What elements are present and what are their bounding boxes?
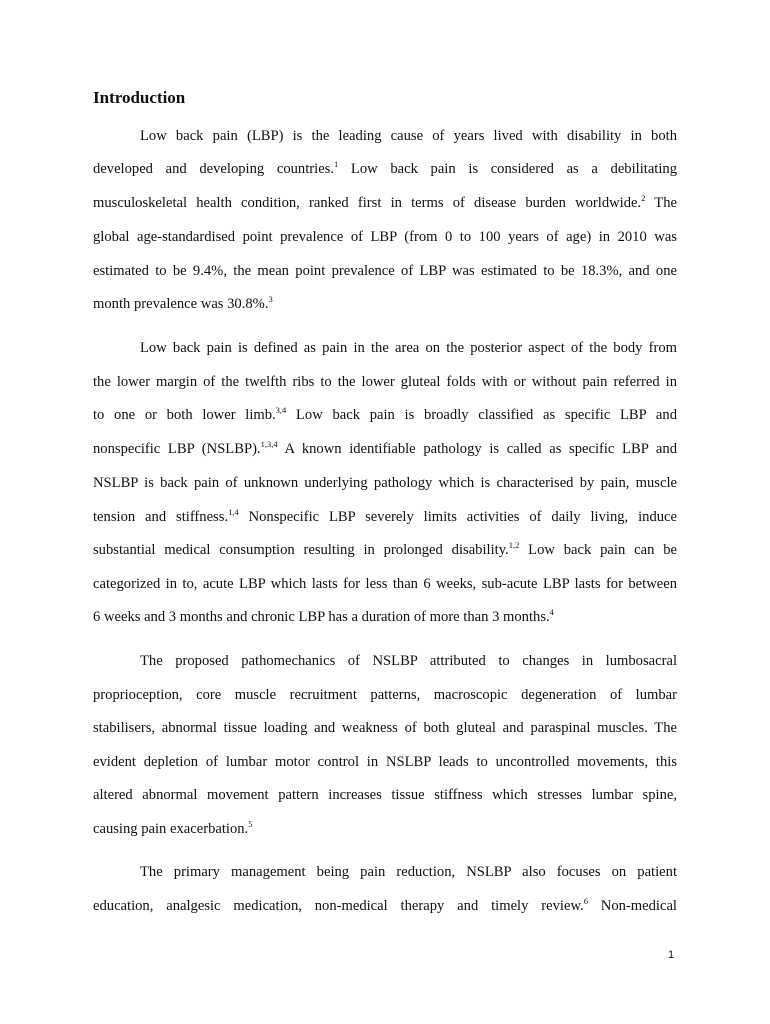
text-line	[93, 373, 677, 391]
text-line	[140, 339, 677, 357]
text-line	[93, 474, 677, 492]
text-line	[140, 127, 677, 145]
citation-superscript: 1,2	[508, 540, 520, 550]
text-segment: education, analgesic medication, non-medical therapy and timely review.	[93, 898, 584, 914]
text-segment: estimated to be 9.4%, the mean point prevalence of LBP was estimated to be 18.3%, and one	[93, 263, 677, 279]
text-line	[93, 719, 677, 737]
text-segment: The	[645, 195, 677, 211]
citation-superscript: 6	[583, 896, 588, 906]
text-segment: Non-medical	[587, 898, 677, 914]
text-segment: NSLBP is back pain of unknown underlying pathology which is characterised by pain, muscle	[93, 475, 677, 491]
text-segment: nonspecific LBP (NSLBP).	[93, 441, 261, 457]
text-segment: proprioception, core muscle recruitment patterns, macroscopic degeneration of lumbar	[93, 687, 677, 703]
citation-superscript: 5	[248, 819, 253, 829]
text-line	[93, 753, 677, 771]
text-line	[93, 160, 677, 178]
text-segment: Low back pain is defined as pain in the area on the posterior aspect of the body from	[140, 340, 677, 356]
text-line	[93, 440, 677, 458]
citation-superscript: 1	[334, 159, 339, 169]
text-line	[93, 508, 677, 526]
text-segment: Low back pain is broadly classified as specific LBP and	[286, 407, 677, 423]
text-segment: musculoskeletal health condition, ranked first in terms of disease burden worldwide.	[93, 195, 642, 211]
citation-superscript: 3,4	[275, 405, 287, 415]
text-segment: global age-standardised point prevalence of LBP (from 0 to 100 years of age) in 2010 was	[93, 229, 677, 245]
text-segment: month prevalence was 30.8%.	[93, 296, 269, 312]
text-segment: Low back pain (LBP) is the leading cause of years lived with disability in both	[140, 128, 677, 144]
text-segment: Low back pain can be	[519, 542, 677, 558]
text-segment: to one or both lower limb.	[93, 407, 276, 423]
page-number: 1	[668, 949, 675, 961]
text-line	[93, 194, 677, 212]
text-segment: A known identifiable pathology is called as specific LBP and	[277, 441, 677, 457]
citation-superscript: 1,4	[228, 507, 239, 517]
text-segment: substantial medical consumption resulting in prolonged disability.	[93, 542, 509, 558]
citation-superscript: 2	[641, 193, 646, 203]
text-segment: categorized in to, acute LBP which lasts for less than 6 weeks, sub-acute LBP lasts for between	[93, 576, 677, 592]
text-line	[93, 897, 677, 915]
text-segment: The proposed pathomechanics of NSLBP attributed to changes in lumbosacral	[140, 653, 677, 669]
text-line	[93, 575, 677, 593]
text-line	[140, 863, 677, 881]
text-segment: tension and stiffness.	[93, 509, 229, 525]
text-segment: altered abnormal movement pattern increases tissue stiffness which stresses lumbar spine,	[93, 787, 677, 803]
section-heading: Introduction	[93, 88, 186, 107]
text-segment: causing pain exacerbation.	[93, 821, 249, 837]
text-segment: The primary management being pain reduction, NSLBP also focuses on patient	[140, 864, 677, 880]
citation-superscript: 3	[268, 294, 273, 304]
text-segment: the lower margin of the twelfth ribs to the lower gluteal folds with or without pain referred in	[93, 374, 677, 390]
text-line	[93, 295, 677, 313]
text-segment: stabilisers, abnormal tissue loading and weakness of both gluteal and paraspinal muscles. The	[93, 720, 677, 736]
citation-superscript: 4	[549, 607, 554, 617]
text-line	[93, 786, 677, 804]
text-line	[93, 406, 677, 424]
text-line	[93, 541, 677, 559]
text-segment: evident depletion of lumbar motor control in NSLBP leads to uncontrolled movements, this	[93, 754, 677, 770]
text-line	[93, 820, 677, 838]
text-segment: Nonspecific LBP severely limits activities of daily living, induce	[238, 509, 677, 525]
text-line	[140, 652, 677, 670]
text-line	[93, 608, 677, 626]
text-line	[93, 686, 677, 704]
text-line	[93, 228, 677, 246]
text-line	[93, 262, 677, 280]
text-segment: 6 weeks and 3 months and chronic LBP has a duration of more than 3 months.	[93, 609, 550, 625]
text-segment: developed and developing countries.	[93, 161, 335, 177]
text-segment: Low back pain is considered as a debilitating	[338, 161, 677, 177]
citation-superscript: 1,3,4	[260, 439, 278, 449]
